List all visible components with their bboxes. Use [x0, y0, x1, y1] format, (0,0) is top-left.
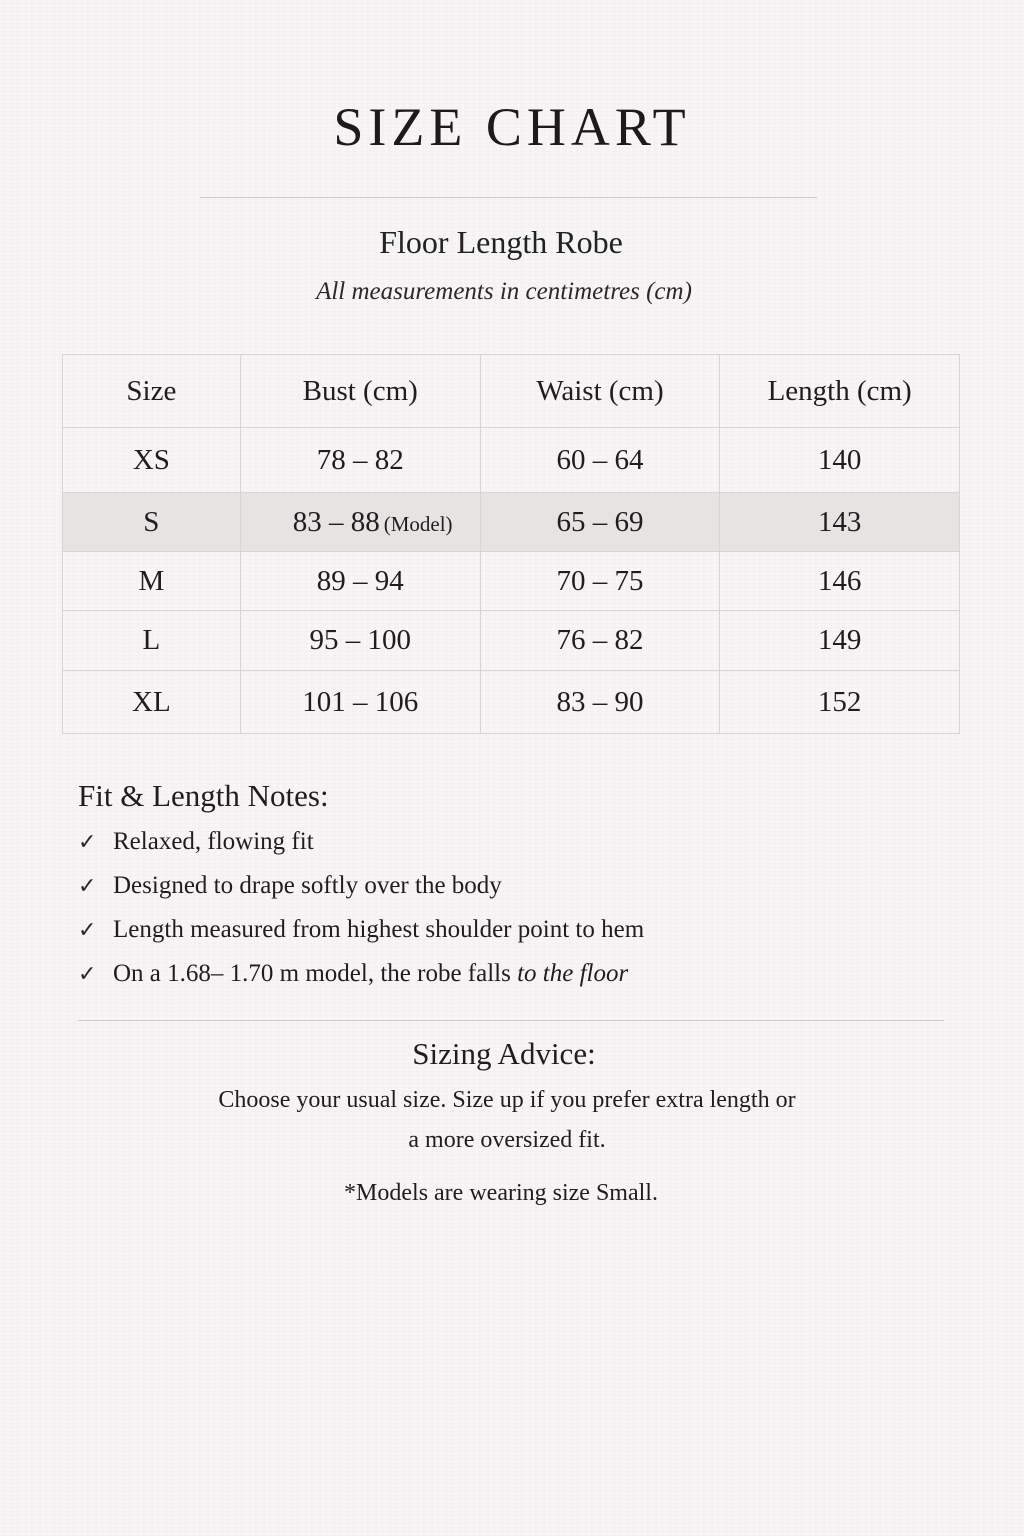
- unit-note: All measurements in centimetres (cm): [316, 278, 692, 305]
- table-header-row: [63, 355, 960, 428]
- note-text: [113, 956, 628, 992]
- list-item: [78, 868, 644, 912]
- notes-divider: [78, 1020, 944, 1021]
- notes-list: [78, 824, 644, 1000]
- header-bust: Bust (cm): [240, 355, 480, 428]
- length-cell: 146: [720, 552, 960, 611]
- product-name: Floor Length Robe: [379, 224, 623, 260]
- length-cell: 149: [720, 611, 960, 671]
- header-waist: Waist (cm): [480, 355, 720, 428]
- check-icon: ✓: [78, 873, 97, 898]
- waist-cell: 70 – 75: [480, 552, 720, 611]
- advice-heading: Sizing Advice:: [412, 1036, 596, 1071]
- bust-cell: [240, 671, 480, 734]
- list-item: [78, 824, 644, 868]
- title-divider: [200, 197, 817, 198]
- bust-value: 95 – 100: [309, 624, 411, 656]
- notes-heading: Fit & Length Notes:: [78, 778, 329, 813]
- size-cell: L: [63, 611, 241, 671]
- check-icon: ✓: [78, 961, 97, 986]
- bust-value: 83 – 88: [292, 505, 380, 538]
- note-text: Length measured from highest shoulder point to hem: [113, 916, 645, 943]
- bust-cell: [240, 611, 480, 671]
- model-tag: (Model): [383, 511, 453, 536]
- waist-cell: 60 – 64: [480, 428, 720, 493]
- check-icon: ✓: [78, 829, 97, 854]
- table-row: [63, 428, 960, 493]
- note-text-emphasis: to the floor: [517, 960, 629, 987]
- waist-cell: 83 – 90: [480, 671, 720, 734]
- length-cell: 143: [720, 493, 960, 552]
- page-title: SIZE CHART: [333, 97, 691, 157]
- waist-cell: 65 – 69: [480, 493, 720, 552]
- length-cell: 140: [720, 428, 960, 493]
- table-row: [63, 552, 960, 611]
- waist-cell: 76 – 82: [480, 611, 720, 671]
- header-size: Size: [63, 355, 241, 428]
- bust-cell: [240, 493, 480, 552]
- advice-line-2: a more oversized fit.: [408, 1127, 606, 1153]
- header-length: Length (cm): [720, 355, 960, 428]
- check-icon: ✓: [78, 917, 97, 942]
- size-cell: XS: [63, 428, 241, 493]
- model-footnote: *Models are wearing size Small.: [344, 1180, 658, 1206]
- advice-text: [0, 1080, 1014, 1160]
- size-cell: M: [63, 552, 241, 611]
- table-row: [63, 611, 960, 671]
- note-text: Designed to drape softly over the body: [113, 872, 502, 899]
- bust-value: 101 – 106: [302, 685, 419, 718]
- note-text-main: On a 1.68– 1.70 m model, the robe falls: [113, 960, 518, 987]
- table-row: [63, 671, 960, 734]
- bust-value: 89 – 94: [316, 564, 404, 597]
- list-item: [78, 956, 644, 1000]
- bust-cell: [240, 428, 480, 493]
- list-item: [78, 912, 644, 956]
- size-cell: XL: [63, 671, 241, 734]
- size-table: [62, 354, 960, 734]
- note-text: Relaxed, flowing fit: [113, 828, 314, 855]
- length-cell: 152: [720, 671, 960, 734]
- table-row-model: [63, 493, 960, 552]
- bust-value: 78 – 82: [316, 443, 404, 476]
- size-cell: S: [63, 493, 241, 552]
- advice-line-1: Choose your usual size. Size up if you prefer extra length or: [218, 1087, 796, 1113]
- bust-cell: [240, 552, 480, 611]
